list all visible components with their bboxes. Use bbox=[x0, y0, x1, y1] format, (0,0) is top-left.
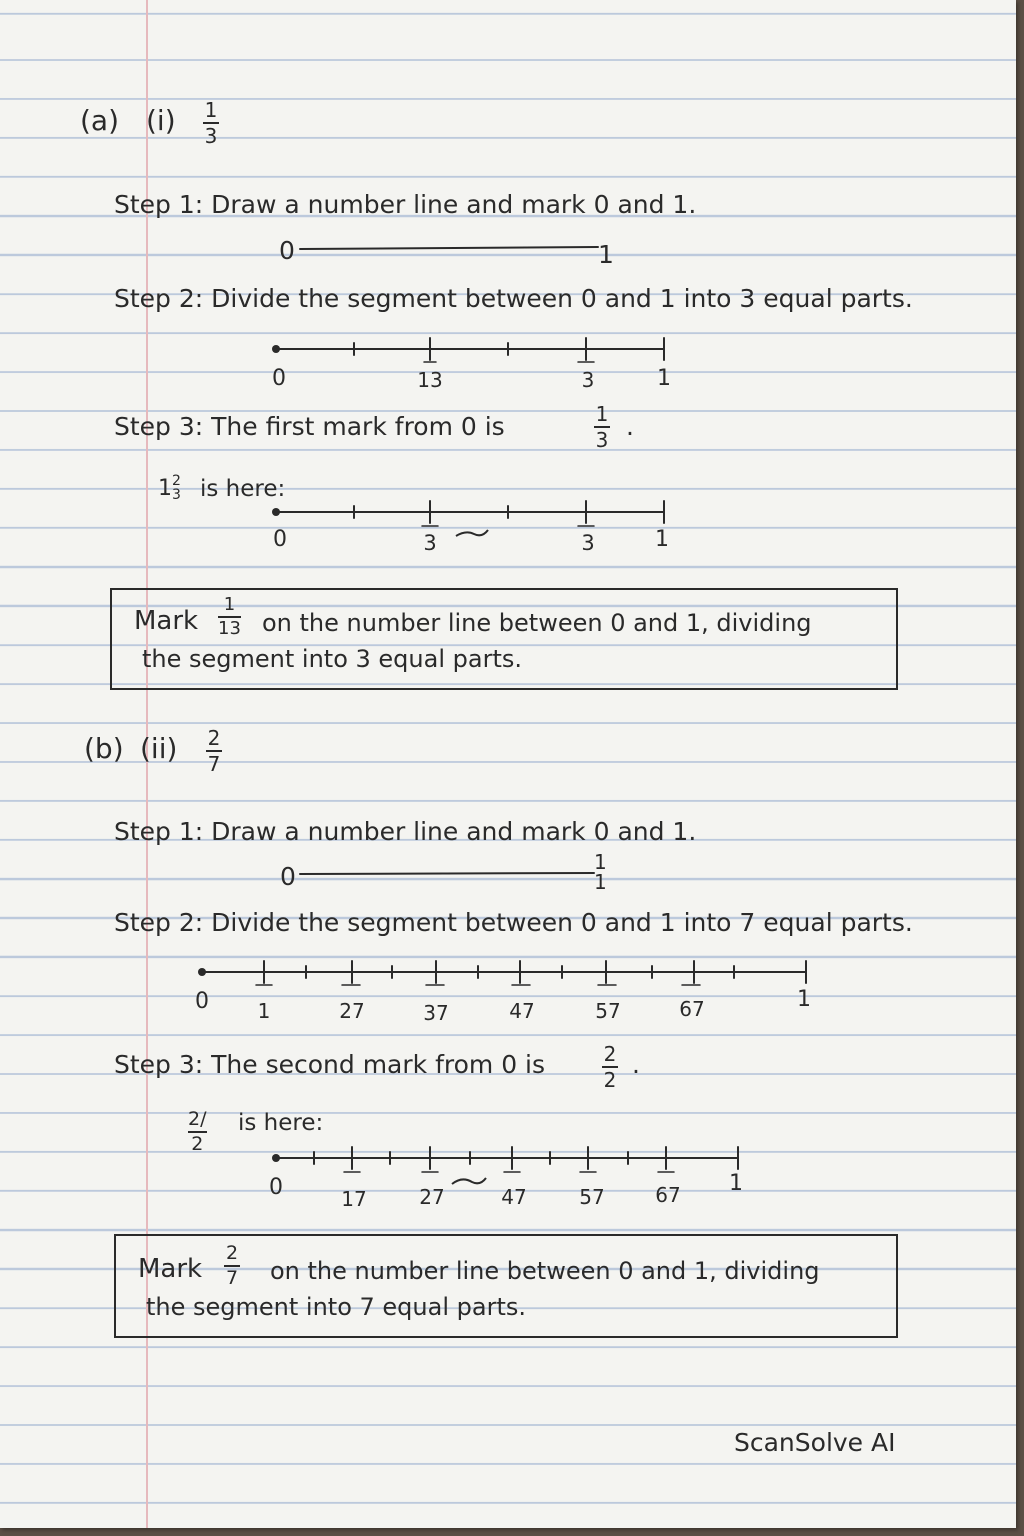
part-b-step2-label-2: 27 bbox=[339, 999, 365, 1023]
part-b-conclusion-word: Mark bbox=[138, 1254, 203, 1284]
part-b-step2-text: Step 2: Divide the segment between 0 and 1 into 7 equal parts. bbox=[114, 908, 913, 937]
part-a-step3-text: Step 3: The first mark from 0 is bbox=[114, 412, 505, 441]
part-b-step2-label-6: 67 bbox=[679, 997, 705, 1021]
part-b-here-label-2: 27 bbox=[419, 1185, 445, 1209]
part-b-label: (b) bbox=[84, 732, 124, 765]
part-a-here-label-0: 0 bbox=[273, 527, 287, 552]
part-b-step1-text: Step 1: Draw a number line and mark 0 and 1. bbox=[114, 817, 697, 846]
part-b-step1-zero: 0 bbox=[280, 862, 296, 891]
part-b-step3-period: . bbox=[632, 1050, 640, 1079]
part-a-step3-fraction-numerator: 1 bbox=[595, 402, 609, 426]
part-a-conclusion-word: Mark bbox=[134, 606, 199, 636]
footer-brand: ScanSolve AI bbox=[734, 1428, 896, 1457]
part-a-step2-text: Step 2: Divide the segment between 0 and 1 into 3 equal parts. bbox=[114, 284, 913, 313]
part-a-step2-label-0: 0 bbox=[272, 366, 286, 391]
part-b-step2-label-7: 1 bbox=[797, 987, 811, 1012]
part-b-step3-fraction-denominator: 2 bbox=[603, 1068, 617, 1092]
part-a-step3-fraction-denominator: 3 bbox=[595, 428, 609, 452]
part-a-fraction-denominator: 3 bbox=[204, 124, 218, 148]
part-a-step1-one: 1 bbox=[598, 240, 614, 269]
part-a-here-prefix: 1 bbox=[158, 476, 172, 501]
part-b-here-fraction-denominator: 2 bbox=[191, 1133, 204, 1155]
part-a-conclusion-fraction bbox=[218, 596, 241, 638]
part-b-step1-segment bbox=[300, 866, 600, 886]
part-b-here-text: is here: bbox=[238, 1110, 324, 1136]
part-b-step2-label-0: 0 bbox=[195, 989, 209, 1014]
part-a-step1-zero: 0 bbox=[279, 236, 295, 265]
part-b-step3-text: Step 3: The second mark from 0 is bbox=[114, 1050, 546, 1079]
part-a-label: (a) bbox=[80, 104, 120, 137]
part-b-step2-number-line bbox=[186, 958, 826, 1028]
part-a-here-text: is here: bbox=[200, 476, 286, 502]
part-b-here-fraction bbox=[188, 1110, 207, 1154]
part-a-conclusion-line2: the segment into 3 equal parts. bbox=[142, 645, 522, 673]
part-b-step3-fraction bbox=[602, 1044, 618, 1090]
part-b-step3-fraction-numerator: 2 bbox=[603, 1042, 617, 1066]
part-b-sub-label: (ii) bbox=[140, 732, 178, 765]
part-b-conclusion-fraction bbox=[224, 1244, 240, 1288]
part-b-step2-label-5: 57 bbox=[595, 999, 621, 1023]
part-a-fraction bbox=[203, 100, 219, 146]
part-a-step1-text: Step 1: Draw a number line and mark 0 and 1. bbox=[114, 190, 697, 219]
part-b-here-label-5: 67 bbox=[655, 1183, 681, 1207]
part-a-step2-label-1: 13 bbox=[417, 368, 443, 392]
part-a-here-fraction bbox=[172, 474, 181, 502]
part-a-here-label-2: 3 bbox=[581, 531, 595, 555]
part-a-step2-number-line bbox=[260, 335, 680, 395]
part-b-here-label-6: 1 bbox=[729, 1171, 743, 1196]
part-b-fraction-numerator: 2 bbox=[207, 726, 221, 750]
part-b-here-label-0: 0 bbox=[269, 1175, 283, 1200]
part-b-fraction-denominator: 7 bbox=[207, 752, 221, 776]
part-b-step2-label-4: 47 bbox=[509, 999, 535, 1023]
part-b-here-number-line bbox=[260, 1144, 760, 1214]
part-b-step1-one-stack bbox=[594, 852, 607, 892]
part-a-conclusion-box bbox=[110, 588, 898, 690]
part-a-step3-fraction bbox=[594, 404, 610, 450]
part-a-fraction-numerator: 1 bbox=[204, 98, 218, 122]
part-b-fraction bbox=[206, 728, 222, 774]
part-a-step3-period: . bbox=[626, 412, 634, 441]
part-a-step2-label-2: 3 bbox=[581, 368, 595, 392]
part-a-here-fraction-denominator: 3 bbox=[172, 487, 181, 503]
part-a-here-number-line bbox=[260, 498, 680, 558]
part-b-here-fraction-numerator: 2/ bbox=[188, 1108, 207, 1130]
part-b-step1-one-top: 1 bbox=[594, 850, 607, 874]
part-a-conclusion-fraction-denominator: 13 bbox=[218, 618, 241, 639]
part-b-here-label-1: 17 bbox=[341, 1187, 367, 1211]
part-a-step2-label-3: 1 bbox=[657, 366, 671, 391]
part-a-step1-segment bbox=[300, 240, 600, 260]
part-b-conclusion-fraction-numerator: 2 bbox=[225, 1242, 239, 1264]
part-a-sub-label: (i) bbox=[146, 104, 176, 137]
part-a-here-fraction-numerator: 2 bbox=[172, 473, 181, 489]
part-b-conclusion-line1: on the number line between 0 and 1, dividing bbox=[270, 1257, 820, 1285]
part-b-step2-label-1: 1 bbox=[257, 999, 271, 1023]
part-b-conclusion-box bbox=[114, 1234, 898, 1338]
part-b-conclusion-line2: the segment into 7 equal parts. bbox=[146, 1293, 526, 1321]
part-a-conclusion-fraction-numerator: 1 bbox=[223, 594, 236, 615]
part-a-conclusion-line1: on the number line between 0 and 1, dividing bbox=[262, 609, 812, 637]
part-b-conclusion-fraction-denominator: 7 bbox=[225, 1267, 239, 1289]
part-b-here-label-4: 57 bbox=[579, 1185, 605, 1209]
part-a-here-label-3: 1 bbox=[655, 527, 669, 552]
part-b-here-label-3: 47 bbox=[501, 1185, 527, 1209]
part-a-here-label-1: 3 bbox=[423, 531, 437, 555]
part-b-step2-label-3: 37 bbox=[423, 1001, 449, 1025]
part-b-step1-one-bottom: 1 bbox=[594, 870, 607, 894]
